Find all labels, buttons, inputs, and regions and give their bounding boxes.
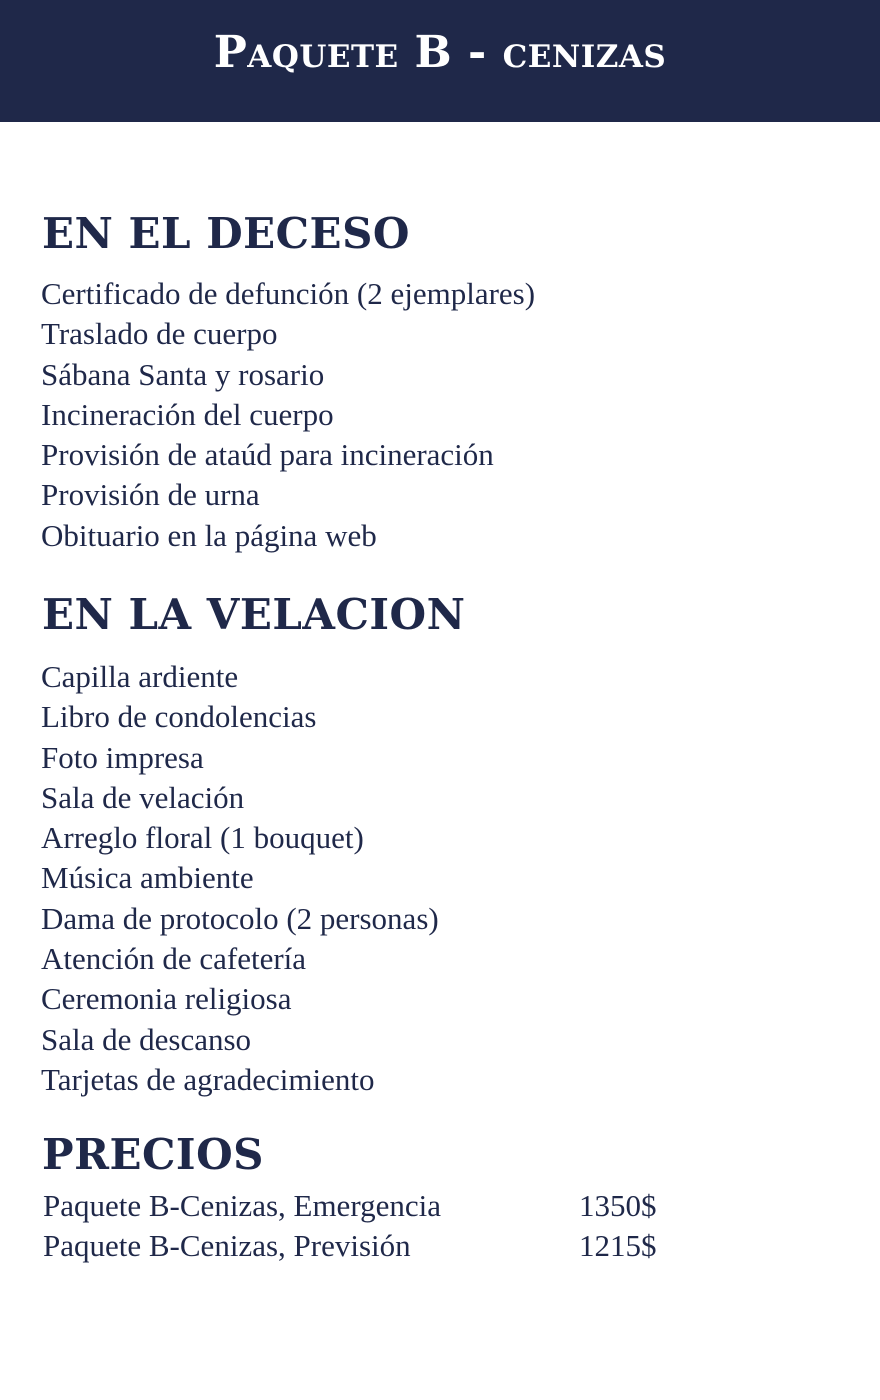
deceso-service-list [41, 274, 535, 556]
list-item: Música ambiente [41, 860, 254, 896]
list-item: Ceremonia religiosa [41, 981, 292, 1017]
list-item: Atención de cafetería [41, 941, 307, 977]
section-heading-precios: PRECIOS [42, 1130, 264, 1179]
list-item: Provisión de urna [41, 477, 260, 513]
price-label: Paquete B-Cenizas, Emergencia [43, 1188, 441, 1223]
velacion-service-list [41, 657, 439, 1100]
section-heading-deceso: EN EL DECESO [42, 209, 410, 258]
list-item: Foto impresa [41, 739, 204, 775]
list-item: Sábana Santa y rosario [41, 356, 325, 392]
list-item: Provisión de ataúd para incineración [41, 437, 494, 473]
price-table [43, 1186, 683, 1267]
list-item: Certificado de defunción (2 ejemplares) [41, 276, 536, 311]
price-row-prevision [43, 1226, 683, 1266]
list-item: Libro de condolencias [41, 699, 317, 735]
list-item: Incineración del cuerpo [41, 396, 334, 432]
list-item: Arreglo floral (1 bouquet) [41, 820, 364, 856]
price-amount: 1350$ [579, 1188, 657, 1223]
section-heading-velacion: EN LA VELACION [42, 590, 466, 639]
page-title: Paquete B - cenizas [213, 27, 667, 78]
list-item: Sala de velación [41, 779, 245, 815]
list-item: Traslado de cuerpo [41, 316, 278, 352]
price-amount: 1215$ [579, 1228, 657, 1264]
list-item: Dama de protocolo (2 personas) [41, 900, 439, 936]
list-item: Sala de descanso [41, 1021, 252, 1057]
header-banner [0, 0, 880, 122]
list-item: Obituario en la página web [41, 517, 377, 553]
list-item: Tarjetas de agradecimiento [41, 1061, 375, 1097]
list-item: Capilla ardiente [41, 659, 239, 694]
price-row-emergencia [43, 1186, 683, 1226]
price-label: Paquete B-Cenizas, Previsión [43, 1228, 411, 1264]
